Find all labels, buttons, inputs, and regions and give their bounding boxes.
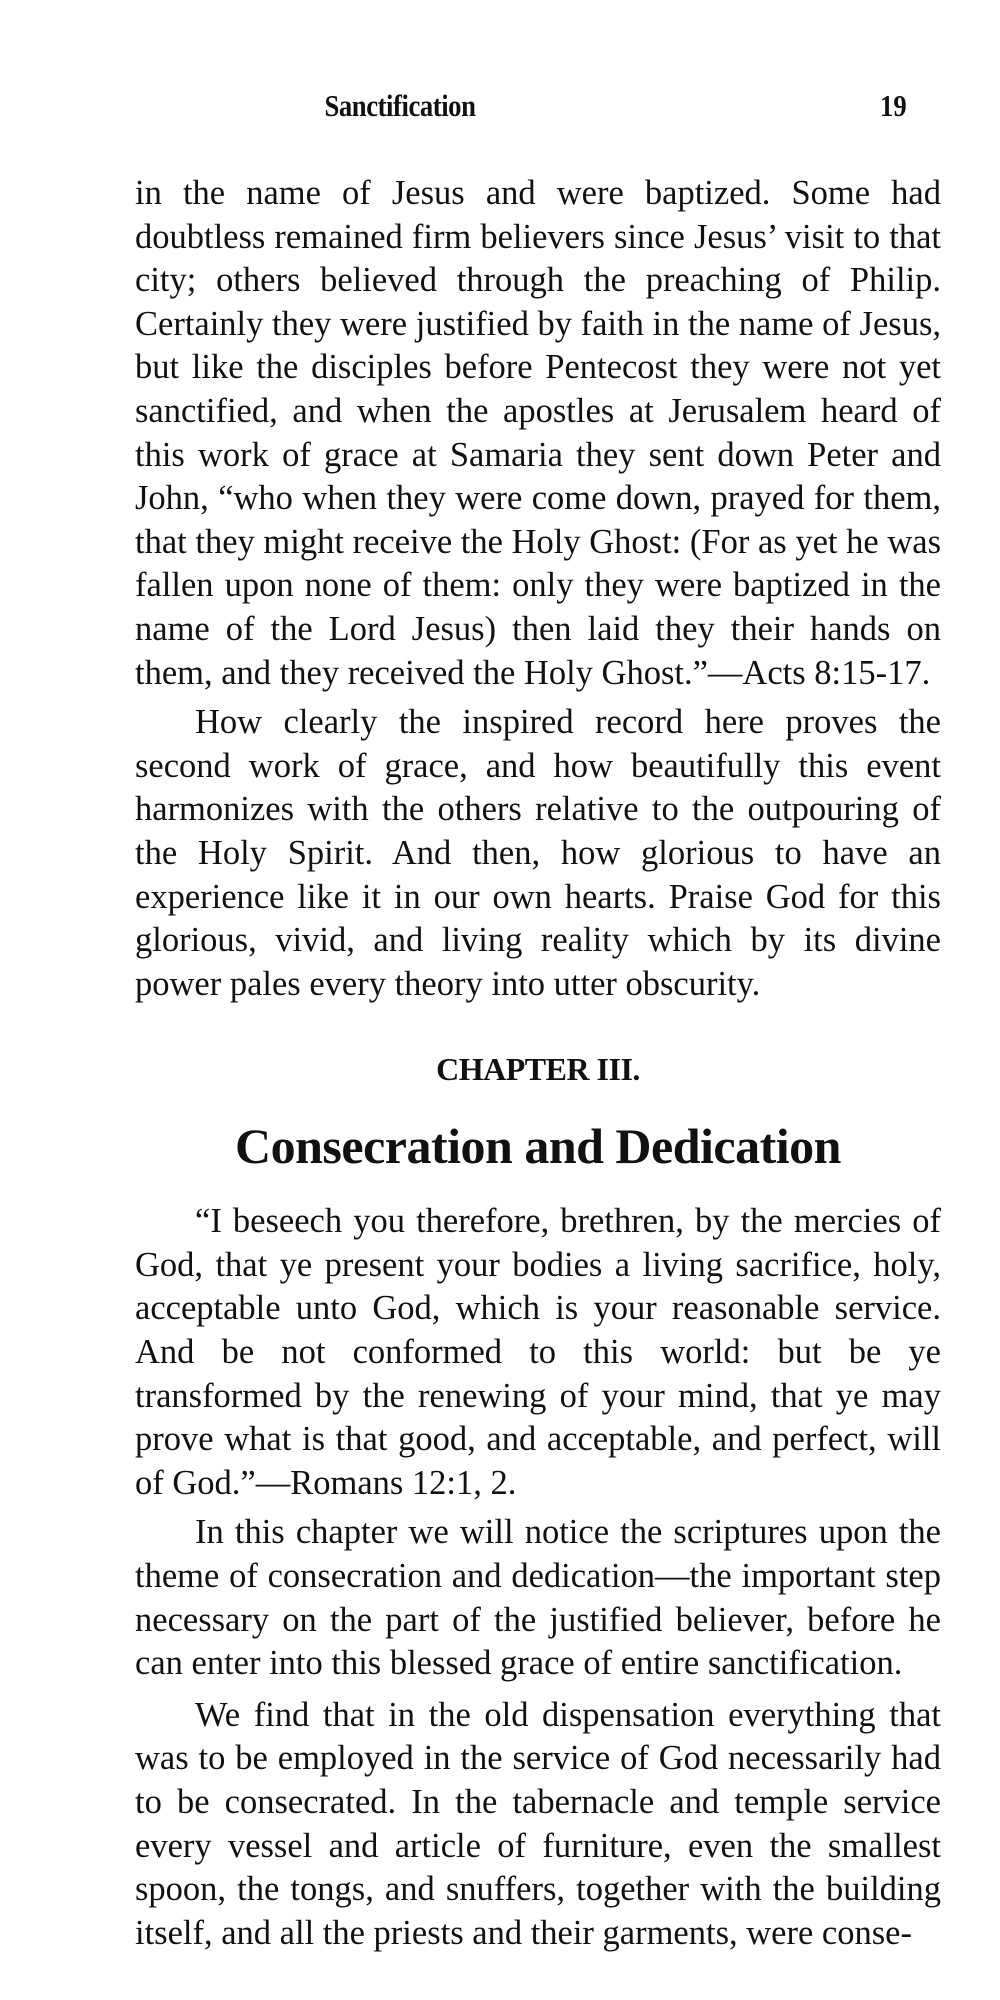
paragraph: How clearly the inspired record here proves the second work of grace, and how beautifully this event harmonizes with the others relative to the outpouring of the Holy Spirit. And then, how glorious to have an experience like it in our own hearts. Praise God for this glorious, vivid, and living reality which by its divine power pales every theory into utter obscurity.: [135, 703, 941, 1003]
running-head: [0, 88, 1000, 132]
paragraph-continued: in the name of Jesus and were baptized. Some had doubtless remained firm believers since Jesus’ visit to that city; others believed through the preaching of Philip. Certainly they were justified by faith in the name of Jesus, but like the disciples before Pentecost they were not yet sanctified, and when the apostles at Jerusalem heard of this work of grace at Samaria they sent down Peter and John, “who when they were come down, prayed for them, that they might receive the Holy Ghost: (For as yet he was fallen upon none of them: only they were baptized in the name of the Lord Jesus) then laid they their hands on them, and they received the Holy Ghost.”—Acts 8:15-17.: [135, 174, 941, 692]
page-number: 19: [880, 88, 907, 123]
paragraph: We find that in the old dispensation everything that was to be employed in the service of God necessarily had to be consecrated. In the tabernacle and temple service every vessel and article of furniture, even the smallest spoon, the tongs, and snuffers, together with the building itself, and all the priests and their garments, were conse-: [135, 1695, 941, 1952]
body-text: [135, 172, 941, 1955]
chapter-title: Consecration and Dedication: [235, 1118, 841, 1175]
epigraph-quote: “I beseech you therefore, brethren, by the mercies of God, that ye present your bodies a living sacrifice, holy, acceptable unto God, which is your reasonable service. And be not conformed to this world: but be ye transformed by the renewing of your mind, that ye may prove what is that good, and acceptable, and perfect, will of God.”—Romans 12:1, 2.: [135, 1202, 941, 1502]
running-title: Sanctification: [324, 88, 476, 123]
chapter-label: CHAPTER III.: [436, 1051, 640, 1088]
paragraph: In this chapter we will notice the scriptures upon the theme of consecration and dedication—the important step necessary on the part of the justified believer, before he can enter into this blessed grace of entire sanctification.: [135, 1513, 941, 1683]
